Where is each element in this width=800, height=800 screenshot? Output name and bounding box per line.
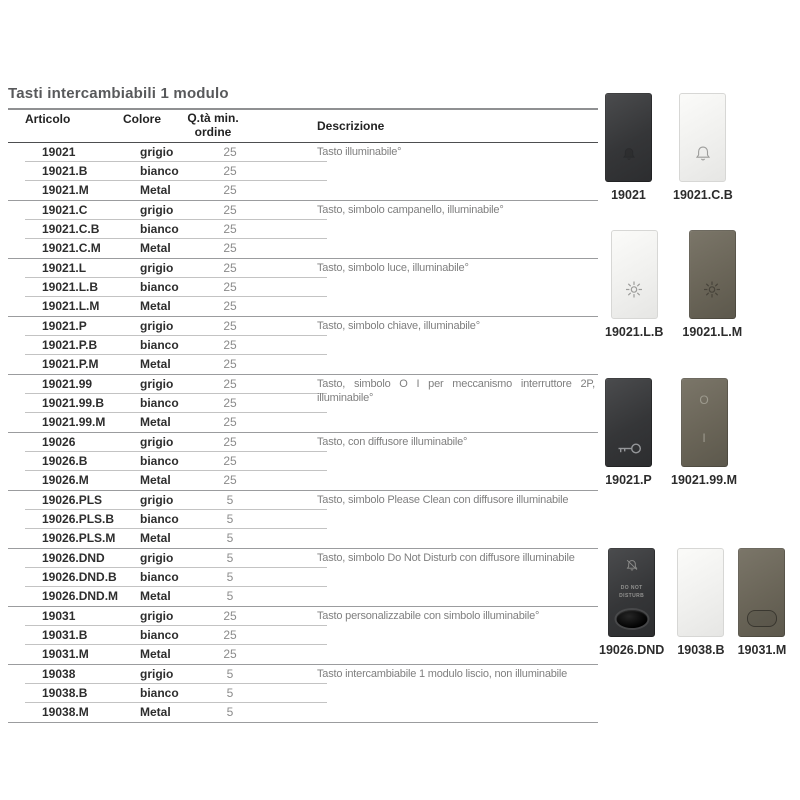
cell-qty: 5 bbox=[226, 686, 234, 700]
product-label: 19038.B bbox=[677, 643, 725, 657]
cell-article: 19021.C.B bbox=[42, 222, 100, 236]
header-descrizione: Descrizione bbox=[317, 119, 385, 133]
table-row bbox=[25, 452, 327, 471]
group-rows bbox=[8, 143, 310, 200]
cell-qty: 25 bbox=[223, 473, 237, 487]
header-articolo: Articolo bbox=[25, 112, 71, 127]
cell-color: Metal bbox=[140, 241, 171, 255]
table-group bbox=[8, 548, 598, 606]
product-item bbox=[605, 378, 652, 487]
group-description: Tasto, simbolo Please Clean con diffusore illuminabile bbox=[317, 494, 569, 506]
table-row bbox=[25, 684, 327, 703]
cell-article: 19031 bbox=[42, 609, 76, 623]
group-description: Tasto illuminabile° bbox=[317, 146, 402, 158]
cell-color: bianco bbox=[140, 454, 179, 468]
cell-qty: 25 bbox=[223, 241, 237, 255]
group-description: Tasto, simbolo luce, illuminabile° bbox=[317, 262, 469, 274]
product-image bbox=[677, 548, 724, 637]
cell-article: 19021.P bbox=[42, 319, 87, 333]
cell-article: 19026.PLS.B bbox=[42, 512, 115, 526]
table-row bbox=[25, 433, 327, 452]
cell-color: grigio bbox=[140, 551, 174, 565]
cell-article: 19026.DND.M bbox=[42, 589, 119, 603]
table-row bbox=[25, 529, 327, 548]
cell-color: Metal bbox=[140, 415, 171, 429]
table-row bbox=[25, 181, 327, 200]
cell-color: bianco bbox=[140, 164, 179, 178]
product-label: 19021.L.M bbox=[682, 325, 743, 339]
cell-article: 19026.DND bbox=[42, 551, 105, 565]
cell-qty: 25 bbox=[223, 280, 237, 294]
cell-article: 19021 bbox=[42, 145, 76, 159]
cell-article: 19021.P.B bbox=[42, 338, 98, 352]
cell-color: bianco bbox=[140, 222, 179, 236]
product-image bbox=[689, 230, 736, 319]
table-row bbox=[25, 394, 327, 413]
table-row bbox=[25, 143, 327, 162]
group-rows bbox=[8, 375, 310, 432]
header-qty-line2: ordine bbox=[194, 125, 232, 139]
cell-qty: 5 bbox=[226, 512, 234, 526]
table-row bbox=[25, 162, 327, 181]
table-row bbox=[25, 413, 327, 432]
cell-color: bianco bbox=[140, 338, 179, 352]
cell-qty: 25 bbox=[223, 454, 237, 468]
light-icon bbox=[612, 231, 657, 318]
product-item bbox=[599, 548, 664, 657]
group-description: Tasto personalizzabile con simbolo illuminabile° bbox=[317, 610, 540, 622]
group-rows bbox=[8, 259, 310, 316]
cell-color: Metal bbox=[140, 183, 171, 197]
cell-color: grigio bbox=[140, 319, 174, 333]
cell-color: grigio bbox=[140, 609, 174, 623]
product-group bbox=[605, 93, 733, 202]
cell-qty: 25 bbox=[223, 222, 237, 236]
header-qty bbox=[185, 112, 241, 140]
product-image bbox=[611, 230, 658, 319]
cell-color: grigio bbox=[140, 203, 174, 217]
cell-article: 19021.99 bbox=[42, 377, 93, 391]
cell-article: 19021.L bbox=[42, 261, 87, 275]
cell-color: Metal bbox=[140, 531, 171, 545]
key-icon bbox=[605, 378, 652, 467]
cell-qty: 25 bbox=[223, 647, 237, 661]
table-row bbox=[25, 297, 327, 316]
cell-qty: 5 bbox=[226, 667, 234, 681]
cell-color: bianco bbox=[140, 628, 179, 642]
cell-color: bianco bbox=[140, 280, 179, 294]
product-item bbox=[671, 378, 737, 487]
group-description: Tasto, simbolo O I per meccanismo interruttore 2P, illuminabile° bbox=[317, 378, 595, 404]
table-row bbox=[25, 471, 327, 490]
faint-bell-icon bbox=[605, 93, 652, 182]
group-rows bbox=[8, 665, 310, 722]
product-label: 19021.C.B bbox=[673, 188, 733, 202]
cell-article: 19021.B bbox=[42, 164, 88, 178]
group-rows bbox=[8, 549, 310, 606]
product-group bbox=[605, 230, 742, 339]
product-image bbox=[608, 548, 655, 637]
cell-article: 19038.M bbox=[42, 705, 89, 719]
cell-qty: 25 bbox=[223, 145, 237, 159]
cell-article: 19026 bbox=[42, 435, 76, 449]
product-image bbox=[679, 93, 726, 182]
cell-color: Metal bbox=[140, 299, 171, 313]
table-row bbox=[25, 510, 327, 529]
cell-qty: 25 bbox=[223, 203, 237, 217]
product-label: 19021 bbox=[611, 188, 646, 202]
cell-qty: 5 bbox=[226, 551, 234, 565]
table-row bbox=[25, 665, 327, 684]
product-image bbox=[605, 378, 652, 467]
cell-article: 19031.M bbox=[42, 647, 89, 661]
product-image bbox=[605, 93, 652, 182]
table-group bbox=[8, 664, 598, 722]
bell-icon bbox=[680, 94, 725, 181]
cell-qty: 25 bbox=[223, 628, 237, 642]
cell-qty: 25 bbox=[223, 396, 237, 410]
cell-qty: 5 bbox=[226, 705, 234, 719]
table-group bbox=[8, 200, 598, 258]
product-item bbox=[738, 548, 787, 657]
group-rows bbox=[8, 433, 310, 490]
table-row bbox=[25, 317, 327, 336]
cell-article: 19021.L.M bbox=[42, 299, 100, 313]
cell-color: grigio bbox=[140, 377, 174, 391]
header-qty-line1: Q.tà min. bbox=[187, 111, 239, 126]
cell-qty: 25 bbox=[223, 377, 237, 391]
cell-color: bianco bbox=[140, 570, 179, 584]
cell-qty: 25 bbox=[223, 164, 237, 178]
cell-article: 19026.PLS bbox=[42, 493, 103, 507]
o-i-symbols: O I bbox=[699, 393, 709, 445]
oval-window-icon bbox=[738, 548, 785, 637]
cell-article: 19038 bbox=[42, 667, 76, 681]
table-row bbox=[25, 201, 327, 220]
cell-color: Metal bbox=[140, 589, 171, 603]
cell-article: 19021.M bbox=[42, 183, 89, 197]
group-description: Tasto, con diffusore illuminabile° bbox=[317, 436, 468, 448]
table-row bbox=[25, 259, 327, 278]
cell-qty: 25 bbox=[223, 183, 237, 197]
cell-article: 19021.99.B bbox=[42, 396, 105, 410]
table-row bbox=[25, 491, 327, 510]
cell-qty: 25 bbox=[223, 415, 237, 429]
product-spec-table bbox=[8, 110, 598, 723]
cell-article: 19026.B bbox=[42, 454, 88, 468]
cell-qty: 25 bbox=[223, 609, 237, 623]
table-header-row bbox=[8, 110, 598, 143]
group-rows bbox=[8, 201, 310, 258]
cell-qty: 25 bbox=[223, 435, 237, 449]
product-label: 19031.M bbox=[737, 643, 787, 657]
product-item bbox=[605, 230, 663, 339]
cell-color: grigio bbox=[140, 493, 174, 507]
cell-qty: 25 bbox=[223, 338, 237, 352]
cell-qty: 5 bbox=[226, 570, 234, 584]
product-item bbox=[673, 93, 733, 202]
cell-article: 19038.B bbox=[42, 686, 88, 700]
cell-article: 19021.C.M bbox=[42, 241, 101, 255]
cell-color: grigio bbox=[140, 667, 174, 681]
product-item bbox=[682, 230, 742, 339]
cell-qty: 25 bbox=[223, 357, 237, 371]
cell-qty: 25 bbox=[223, 299, 237, 313]
cell-article: 19026.M bbox=[42, 473, 89, 487]
group-rows bbox=[8, 607, 310, 664]
cell-article: 19021.L.B bbox=[42, 280, 99, 294]
product-image bbox=[681, 378, 728, 467]
group-rows bbox=[8, 317, 310, 374]
group-description: Tasto, simbolo Do Not Disturb con diffusore illuminabile bbox=[317, 552, 575, 564]
group-description: Tasto intercambiabile 1 modulo liscio, non illuminabile bbox=[317, 668, 568, 680]
table-groups bbox=[8, 143, 598, 723]
table-row bbox=[25, 336, 327, 355]
cell-qty: 5 bbox=[226, 589, 234, 603]
table-row bbox=[25, 549, 327, 568]
header-colore: Colore bbox=[123, 112, 162, 127]
cell-color: Metal bbox=[140, 647, 171, 661]
cell-color: bianco bbox=[140, 512, 179, 526]
table-group bbox=[8, 143, 598, 200]
table-row bbox=[25, 645, 327, 664]
product-group bbox=[599, 548, 786, 657]
group-description: Tasto, simbolo chiave, illuminabile° bbox=[317, 320, 480, 332]
table-row bbox=[25, 607, 327, 626]
cell-color: Metal bbox=[140, 705, 171, 719]
product-label: 19026.DND bbox=[599, 643, 665, 657]
cell-article: 19021.99.M bbox=[42, 415, 106, 429]
light-icon bbox=[689, 230, 736, 319]
cell-article: 19026.DND.B bbox=[42, 570, 117, 584]
cell-article: 19031.B bbox=[42, 628, 88, 642]
cell-qty: 25 bbox=[223, 319, 237, 333]
table-row bbox=[25, 278, 327, 297]
table-row bbox=[25, 568, 327, 587]
table-group bbox=[8, 606, 598, 664]
table-group bbox=[8, 316, 598, 374]
table-row bbox=[25, 703, 327, 722]
table-row bbox=[25, 239, 327, 258]
cell-color: bianco bbox=[140, 396, 179, 410]
table-group bbox=[8, 490, 598, 548]
product-label: 19021.L.B bbox=[605, 325, 664, 339]
do-not-disturb-icon: DO NOT DISTURB bbox=[608, 548, 655, 637]
table-row bbox=[25, 355, 327, 374]
table-row bbox=[25, 626, 327, 645]
table-group bbox=[8, 432, 598, 490]
cell-qty: 5 bbox=[226, 531, 234, 545]
group-rows bbox=[8, 491, 310, 548]
product-group bbox=[605, 378, 737, 487]
product-label: 19021.99.M bbox=[671, 473, 738, 487]
page-title: Tasti intercambiabili 1 modulo bbox=[8, 85, 229, 102]
product-image bbox=[738, 548, 785, 637]
cell-color: Metal bbox=[140, 357, 171, 371]
group-description: Tasto, simbolo campanello, illuminabile° bbox=[317, 204, 504, 216]
table-row bbox=[25, 375, 327, 394]
table-group bbox=[8, 258, 598, 316]
cell-article: 19021.P.M bbox=[42, 357, 99, 371]
table-group bbox=[8, 374, 598, 432]
cell-color: grigio bbox=[140, 261, 174, 275]
product-label: 19021.P bbox=[605, 473, 652, 487]
product-item bbox=[605, 93, 652, 202]
product-item bbox=[677, 548, 724, 657]
cell-article: 19021.C bbox=[42, 203, 88, 217]
cell-color: bianco bbox=[140, 686, 179, 700]
cell-qty: 5 bbox=[226, 493, 234, 507]
cell-color: grigio bbox=[140, 145, 174, 159]
cell-color: grigio bbox=[140, 435, 174, 449]
table-row bbox=[25, 587, 327, 606]
cell-qty: 25 bbox=[223, 261, 237, 275]
table-row bbox=[25, 220, 327, 239]
cell-article: 19026.PLS.M bbox=[42, 531, 116, 545]
cell-color: Metal bbox=[140, 473, 171, 487]
